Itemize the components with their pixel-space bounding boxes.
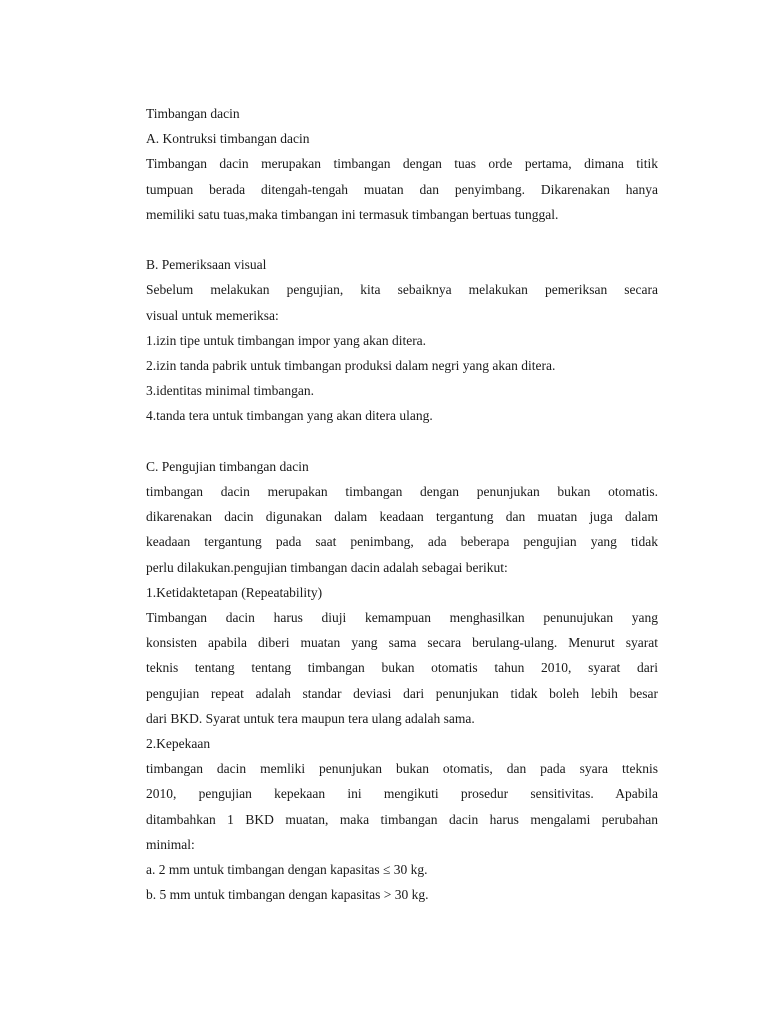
section-a-line: tumpuan berada ditengah-tengah muatan dan penyimbang. Dikarenakan hanya (146, 181, 658, 197)
subsection-2-heading: 2.Kepekaan (146, 736, 211, 752)
section-b-list-item: 2.izin tanda pabrik untuk timbangan produksi dalam negri yang akan ditera. (146, 358, 556, 374)
section-a-line: memiliki satu tuas,maka timbangan ini termasuk timbangan bertuas tunggal. (146, 206, 559, 222)
subsection-2-line: timbangan dacin memliki penunjukan bukan otomatis, dan pada syara tteknis (146, 761, 658, 777)
section-c-line: timbangan dacin merupakan timbangan dengan penunjukan bukan otomatis. (146, 484, 658, 500)
subsection-1-line: Timbangan dacin harus diuji kemampuan menghasilkan penunujukan yang (146, 610, 658, 626)
section-b-list-item: 4.tanda tera untuk timbangan yang akan ditera ulang. (146, 408, 433, 424)
section-c-line: dikarenakan dacin digunakan dalam keadaan tergantung dan muatan juga dalam (146, 509, 658, 525)
subsection-1-line: konsisten apabila diberi muatan yang sama secara berulang-ulang. Menurut syarat (146, 635, 658, 651)
section-b-list-item: 1.izin tipe untuk timbangan impor yang akan ditera. (146, 332, 427, 348)
section-b-line: Sebelum melakukan pengujian, kita sebaiknya melakukan pemeriksan secara (146, 282, 658, 298)
section-b-list-item: 3.identitas minimal timbangan. (146, 383, 314, 399)
subsection-2-line: ditambahkan 1 BKD muatan, maka timbangan dacin harus mengalami perubahan (146, 811, 658, 827)
section-b-line: visual untuk memeriksa: (146, 307, 279, 323)
subsection-1-line: teknis tentang tentang timbangan bukan otomatis tahun 2010, syarat dari (146, 660, 658, 676)
document-body (146, 101, 658, 907)
paragraph-gap (146, 227, 658, 252)
subsection-1-heading: 1.Ketidaktetapan (Repeatability) (146, 584, 323, 600)
section-c-line: keadaan tergantung pada saat penimbang, ada beberapa pengujian yang tidak (146, 534, 658, 550)
subsection-1-line: pengujian repeat adalah standar deviasi dari penunjukan tidak boleh lebih besar (146, 685, 658, 701)
paragraph-gap (146, 429, 658, 454)
section-a-heading: A. Kontruksi timbangan dacin (146, 131, 310, 147)
subsection-2-line: minimal: (146, 836, 195, 852)
section-c-heading: C. Pengujian timbangan dacin (146, 458, 309, 474)
section-b-heading: B. Pemeriksaan visual (146, 257, 267, 273)
document-title: Timbangan dacin (146, 106, 240, 121)
subsection-1-line: dari BKD. Syarat untuk tera maupun tera ulang adalah sama. (146, 710, 475, 726)
subsection-2-list-item: a. 2 mm untuk timbangan dengan kapasitas ≤ 30 kg. (146, 862, 428, 878)
subsection-2-list-item: b. 5 mm untuk timbangan dengan kapasitas > 30 kg. (146, 887, 429, 903)
section-a-line: Timbangan dacin merupakan timbangan dengan tuas orde pertama, dimana titik (146, 156, 658, 172)
subsection-2-line: 2010, pengujian kepekaan ini mengikuti prosedur sensitivitas. Apabila (146, 786, 658, 802)
section-c-line: perlu dilakukan.pengujian timbangan dacin adalah sebagai berikut: (146, 559, 508, 575)
